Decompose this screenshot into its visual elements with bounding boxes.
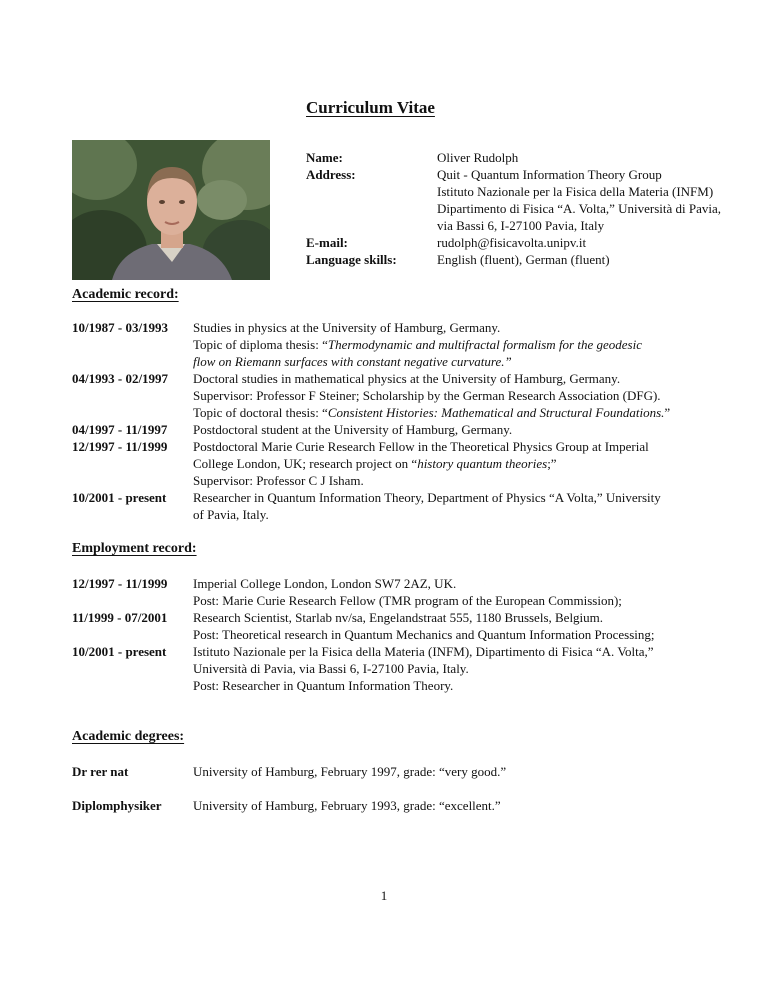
email-label: E-mail: xyxy=(306,235,348,250)
record-text: flow on Riemann surfaces with constant negative curvature.” xyxy=(193,354,512,369)
portrait-photo xyxy=(72,140,270,280)
record-text: Topic of diploma thesis: “Thermodynamic and multifractal formalism for the geodesic xyxy=(193,337,642,352)
address-label: Address: xyxy=(306,167,356,182)
page-title: Curriculum Vitae xyxy=(306,98,435,117)
employment-text: Università di Pavia, via Bassi 6, I-27100 Pavia, Italy. xyxy=(193,661,469,676)
record-text: Postdoctoral student at the University of Hamburg, Germany. xyxy=(193,422,513,437)
record-date: 10/2001 - present xyxy=(72,490,167,505)
name-label: Name: xyxy=(306,150,343,165)
record-text: College London, UK; research project on “history quantum theories;” xyxy=(193,456,557,471)
employment-text: Imperial College London, London SW7 2AZ, UK. xyxy=(193,576,457,591)
academic-degrees-heading: Academic degrees: xyxy=(72,729,185,744)
academic-record-heading: Academic record: xyxy=(72,287,179,302)
address-line: Quit - Quantum Information Theory Group xyxy=(437,167,662,182)
record-date: 04/1993 - 02/1997 xyxy=(72,371,169,386)
record-date: 12/1997 - 11/1999 xyxy=(72,439,168,454)
record-text: Supervisor: Professor F Steiner; Scholarship by the German Research Association (DFG). xyxy=(193,388,661,403)
degree-name: Dr rer nat xyxy=(72,764,129,779)
language-label: Language skills: xyxy=(306,252,397,267)
employment-date: 10/2001 - present xyxy=(72,644,167,659)
name-value: Oliver Rudolph xyxy=(437,150,519,165)
record-text: of Pavia, Italy. xyxy=(193,507,269,522)
language-value: English (fluent), German (fluent) xyxy=(437,252,610,267)
employment-date: 12/1997 - 11/1999 xyxy=(72,576,168,591)
address-line: via Bassi 6, I-27100 Pavia, Italy xyxy=(437,218,605,233)
employment-record-heading: Employment record: xyxy=(72,541,197,556)
employment-text: Post: Theoretical research in Quantum Mechanics and Quantum Information Processing; xyxy=(193,627,655,642)
record-text: Topic of doctoral thesis: “Consistent Histories: Mathematical and Structural Foundations.” xyxy=(193,405,671,420)
page-number: 1 xyxy=(380,888,388,903)
record-text: Supervisor: Professor C J Isham. xyxy=(193,473,364,488)
record-text: Researcher in Quantum Information Theory, Department of Physics “A Volta,” University xyxy=(193,490,661,505)
employment-text: Post: Researcher in Quantum Information Theory. xyxy=(193,678,454,693)
record-text: Postdoctoral Marie Curie Research Fellow in the Theoretical Physics Group at Imperial xyxy=(193,439,649,454)
record-text: Studies in physics at the University of Hamburg, Germany. xyxy=(193,320,501,335)
degree-name: Diplomphysiker xyxy=(72,798,162,813)
employment-text: Post: Marie Curie Research Fellow (TMR program of the European Commission); xyxy=(193,593,622,608)
degree-detail: University of Hamburg, February 1993, grade: “excellent.” xyxy=(193,798,501,813)
degree-detail: University of Hamburg, February 1997, grade: “very good.” xyxy=(193,764,507,779)
address-line: Istituto Nazionale per la Fisica della Materia (INFM) xyxy=(437,184,714,199)
email-value: rudolph@fisicavolta.unipv.it xyxy=(437,235,587,250)
employment-text: Research Scientist, Starlab nv/sa, Engelandstraat 555, 1180 Brussels, Belgium. xyxy=(193,610,604,625)
employment-text: Istituto Nazionale per la Fisica della Materia (INFM), Dipartimento di Fisica “A. Volta,” xyxy=(193,644,654,659)
address-line: Dipartimento di Fisica “A. Volta,” Università di Pavia, xyxy=(437,201,722,216)
record-text: Doctoral studies in mathematical physics at the University of Hamburg, Germany. xyxy=(193,371,621,386)
employment-date: 11/1999 - 07/2001 xyxy=(72,610,168,625)
record-date: 04/1997 - 11/1997 xyxy=(72,422,168,437)
record-date: 10/1987 - 03/1993 xyxy=(72,320,169,335)
